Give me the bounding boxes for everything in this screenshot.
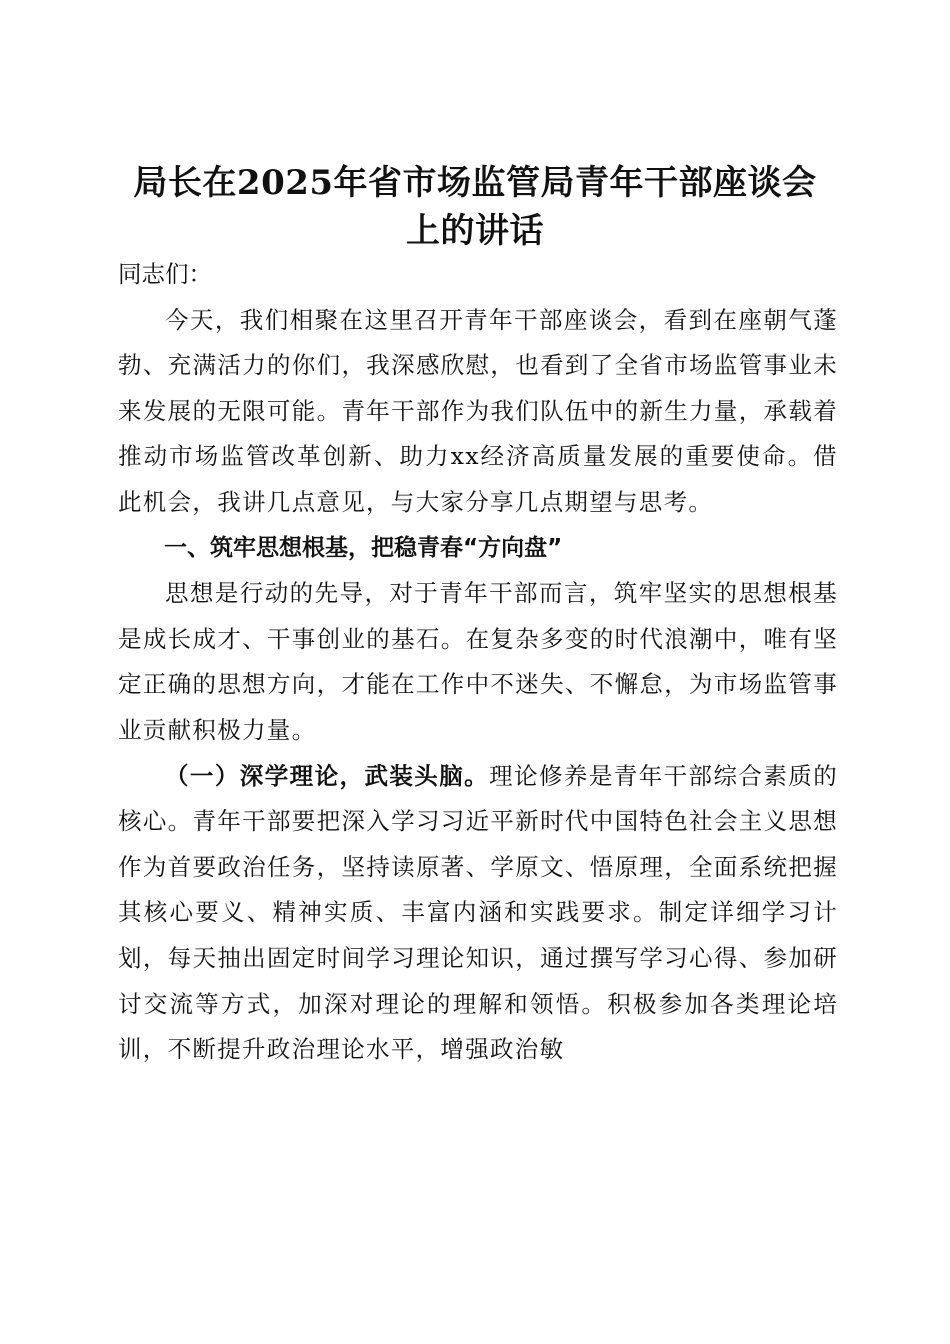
salutation: 同志们： <box>118 260 212 288</box>
section-1-intro-paragraph: 思想是行动的先导，对于青年干部而言，筑牢坚实的思想根基是成长成才、干事创业的基石。在复杂多变的时代浪潮中，唯有坚定正确的思想方向，才能在工作中不迷失、不懈怠，为市场监管事业贡献积极力量。 <box>118 579 838 744</box>
subsection-1-text: 理论修养是青年干部综合素质的核心。青年干部要把深入学习习近平新时代中国特色社会主义思想作为首要政治任务，坚持读原著、学原文、悟原理，全面系统把握其核心要义、精神实质、丰富内涵和实践要求。制定详细学习计划，每天抽出固定时间学习理论知识，通过撰写学习心得、参加研讨交流等方式，加深对理论的理解和领悟。积极参加各类理论培训，不断提升政治理论水平，增强政治敏 <box>118 761 839 1064</box>
title-line-1: 局长在2025年省市场监管局青年干部座谈会 <box>133 162 817 203</box>
section-heading-1: 一、筑牢思想根基，把稳青春“方向盘” <box>164 534 563 561</box>
document-title <box>100 159 850 255</box>
title-line-2: 上的讲话 <box>406 210 544 251</box>
subsection-1-heading: （一）深学理论，武装头脑。 <box>165 761 490 790</box>
opening-paragraph: 今天，我们相聚在这里召开青年干部座谈会，看到在座朝气蓬勃、充满活力的你们，我深感欣慰，也看到了全省市场监管事业未来发展的无限可能。青年干部作为我们队伍中的新生力量，承载着推动市场监管改革创新、助力xx经济高质量发展的重要使命。借此机会，我讲几点意见，与大家分享几点期望与思考。 <box>118 305 838 516</box>
subsection-1-paragraph <box>118 754 838 1073</box>
document-body <box>118 252 838 1073</box>
